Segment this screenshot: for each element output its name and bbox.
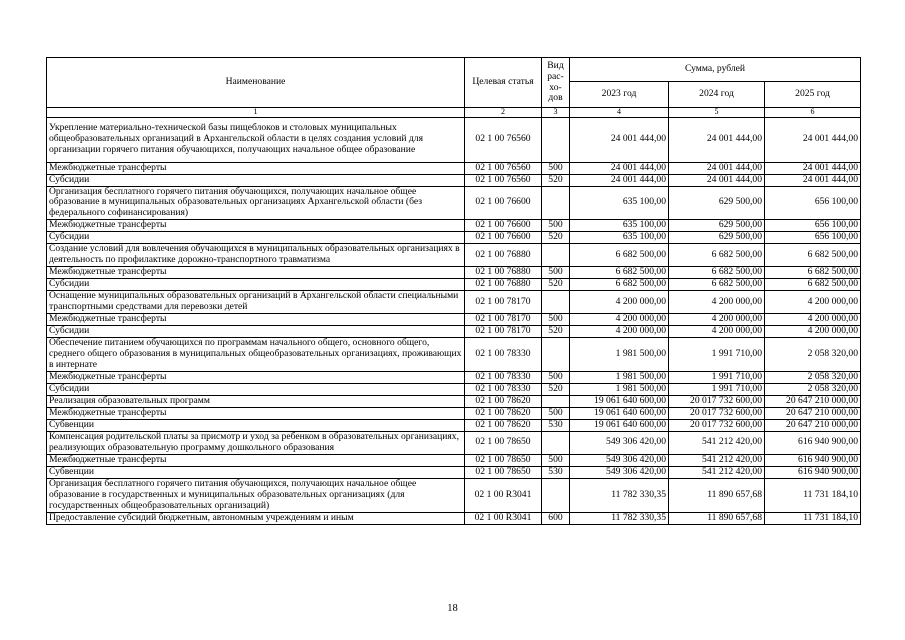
row-sum-2024: 11 890 657,68 (669, 512, 765, 524)
column-number: 6 (765, 108, 861, 118)
row-sum-2024: 20 017 732 600,00 (669, 407, 765, 419)
row-sum-2025: 24 001 444,00 (765, 162, 861, 174)
row-sum-2024: 541 212 420,00 (669, 466, 765, 478)
row-target-code: 02 1 00 78170 (465, 326, 542, 338)
row-expense-type: 500 (542, 314, 570, 326)
row-name: Обеспечение питанием обучающихся по программам начального общего, основного общего, среднего общего образования в муниципальных общеобразовательных организациях, проживающих в интернате (47, 338, 465, 372)
row-expense-type: 500 (542, 407, 570, 419)
row-sum-2024: 6 682 500,00 (669, 267, 765, 279)
row-expense-type: 500 (542, 220, 570, 232)
row-name: Создание условий для вовлечения обучающихся в муниципальных образовательных организациях в деятельность по профилактике дорожно-транспортного травматизма (47, 244, 465, 267)
row-expense-type: 520 (542, 279, 570, 291)
row-name: Предоставление субсидий бюджетным, автономным учреждениям и иным (47, 512, 465, 524)
row-target-code: 02 1 00 78650 (465, 431, 542, 454)
row-sum-2024: 541 212 420,00 (669, 454, 765, 466)
row-target-code: 02 1 00 76560 (465, 174, 542, 186)
row-sum-2025: 24 001 444,00 (765, 117, 861, 162)
row-target-code: 02 1 00 78170 (465, 291, 542, 314)
row-expense-type (542, 395, 570, 407)
row-sum-2025: 20 647 210 000,00 (765, 407, 861, 419)
row-expense-type: 530 (542, 419, 570, 431)
row-expense-type: 520 (542, 326, 570, 338)
row-target-code: 02 1 00 78330 (465, 338, 542, 372)
row-name: Субсидии (47, 174, 465, 186)
row-expense-type: 520 (542, 232, 570, 244)
row-sum-2025: 20 647 210 000,00 (765, 395, 861, 407)
table-row (47, 162, 861, 174)
row-target-code: 02 1 00 76600 (465, 232, 542, 244)
row-name: Межбюджетные трансферты (47, 454, 465, 466)
row-target-code: 02 1 00 78330 (465, 371, 542, 383)
row-expense-type: 500 (542, 162, 570, 174)
row-expense-type: 520 (542, 383, 570, 395)
row-sum-2025: 11 731 184,10 (765, 478, 861, 512)
table-row (47, 279, 861, 291)
row-sum-2023: 19 061 640 600,00 (570, 407, 669, 419)
row-sum-2023: 4 200 000,00 (570, 291, 669, 314)
row-name: Оснащение муниципальных образовательных организаций в Архангельской области специальными транспортными средствами для перевозки детей (47, 291, 465, 314)
row-sum-2023: 635 100,00 (570, 186, 669, 220)
column-number: 2 (465, 108, 542, 118)
row-sum-2025: 4 200 000,00 (765, 291, 861, 314)
row-sum-2024: 629 500,00 (669, 232, 765, 244)
row-sum-2024: 4 200 000,00 (669, 314, 765, 326)
table-row (47, 117, 861, 162)
table-row (47, 244, 861, 267)
row-target-code: 02 1 00 R3041 (465, 478, 542, 512)
header-year-2025: 2025 год (765, 82, 861, 108)
table-row (47, 466, 861, 478)
row-sum-2024: 629 500,00 (669, 220, 765, 232)
row-expense-type: 600 (542, 512, 570, 524)
table-row (47, 407, 861, 419)
row-sum-2024: 6 682 500,00 (669, 279, 765, 291)
row-sum-2025: 616 940 900,00 (765, 466, 861, 478)
row-target-code: 02 1 00 78620 (465, 395, 542, 407)
row-sum-2025: 6 682 500,00 (765, 244, 861, 267)
table-row (47, 314, 861, 326)
row-sum-2024: 11 890 657,68 (669, 478, 765, 512)
row-target-code: 02 1 00 76880 (465, 244, 542, 267)
header-type: Вид рас-хо-дов (542, 58, 570, 108)
row-sum-2024: 20 017 732 600,00 (669, 395, 765, 407)
row-name: Организация бесплатного горячего питания обучающихся, получающих начальное общее образование в муниципальных образовательных организациях Архангельской области (без федерального софинансирования) (47, 186, 465, 220)
row-sum-2025: 656 100,00 (765, 232, 861, 244)
row-name: Субвенции (47, 419, 465, 431)
row-sum-2025: 656 100,00 (765, 220, 861, 232)
row-name: Межбюджетные трансферты (47, 162, 465, 174)
row-sum-2024: 1 991 710,00 (669, 383, 765, 395)
row-sum-2025: 6 682 500,00 (765, 279, 861, 291)
row-target-code: 02 1 00 78170 (465, 314, 542, 326)
row-sum-2025: 24 001 444,00 (765, 174, 861, 186)
row-name: Организация бесплатного горячего питания обучающихся, получающих начальное общее образование в государственных и муниципальных образовательных организациях (для государственных общеобразовательных организаций) (47, 478, 465, 512)
row-sum-2025: 2 058 320,00 (765, 338, 861, 372)
row-sum-2023: 24 001 444,00 (570, 162, 669, 174)
row-expense-type: 530 (542, 466, 570, 478)
row-sum-2023: 1 981 500,00 (570, 383, 669, 395)
row-target-code: 02 1 00 78620 (465, 407, 542, 419)
table-row (47, 478, 861, 512)
column-number: 3 (542, 108, 570, 118)
row-expense-type (542, 186, 570, 220)
row-name: Субсидии (47, 279, 465, 291)
table-row (47, 383, 861, 395)
row-name: Субсидии (47, 383, 465, 395)
table-row (47, 291, 861, 314)
row-sum-2023: 6 682 500,00 (570, 267, 669, 279)
table-row (47, 395, 861, 407)
row-sum-2024: 24 001 444,00 (669, 174, 765, 186)
table-row (47, 220, 861, 232)
row-sum-2025: 616 940 900,00 (765, 454, 861, 466)
column-number: 1 (47, 108, 465, 118)
row-sum-2023: 24 001 444,00 (570, 174, 669, 186)
row-sum-2023: 4 200 000,00 (570, 326, 669, 338)
row-sum-2023: 1 981 500,00 (570, 338, 669, 372)
row-expense-type: 520 (542, 174, 570, 186)
row-sum-2025: 616 940 900,00 (765, 431, 861, 454)
row-sum-2024: 1 991 710,00 (669, 371, 765, 383)
row-name: Укрепление материально-технической базы пищеблоков и столовых муниципальных общеобразовательных организаций в Архангельской области в целях создания условий для организации горячего питания обучающихся, получающих начальное общее образование (47, 117, 465, 162)
row-name: Субсидии (47, 232, 465, 244)
row-sum-2023: 6 682 500,00 (570, 244, 669, 267)
budget-table (46, 57, 861, 525)
row-target-code: 02 1 00 R3041 (465, 512, 542, 524)
table-row (47, 186, 861, 220)
row-target-code: 02 1 00 76880 (465, 267, 542, 279)
row-sum-2023: 24 001 444,00 (570, 117, 669, 162)
row-name: Компенсация родительской платы за присмотр и уход за ребенком в образовательных организациях, реализующих образовательную программу дошкольного образования (47, 431, 465, 454)
table-row (47, 232, 861, 244)
table-row (47, 326, 861, 338)
row-target-code: 02 1 00 76600 (465, 220, 542, 232)
row-name: Межбюджетные трансферты (47, 267, 465, 279)
header-name: Наименование (47, 58, 465, 108)
row-sum-2023: 549 306 420,00 (570, 454, 669, 466)
row-name: Субсидии (47, 326, 465, 338)
header-year-2023: 2023 год (570, 82, 669, 108)
row-sum-2023: 1 981 500,00 (570, 371, 669, 383)
row-sum-2023: 19 061 640 600,00 (570, 395, 669, 407)
table-row (47, 512, 861, 524)
row-target-code: 02 1 00 76880 (465, 279, 542, 291)
column-number: 5 (669, 108, 765, 118)
row-sum-2025: 6 682 500,00 (765, 267, 861, 279)
table-row (47, 338, 861, 372)
table-row (47, 431, 861, 454)
table-row (47, 454, 861, 466)
row-sum-2024: 1 991 710,00 (669, 338, 765, 372)
table-row (47, 267, 861, 279)
row-sum-2024: 4 200 000,00 (669, 326, 765, 338)
row-expense-type (542, 117, 570, 162)
row-sum-2025: 4 200 000,00 (765, 314, 861, 326)
row-sum-2025: 2 058 320,00 (765, 371, 861, 383)
row-sum-2025: 20 647 210 000,00 (765, 419, 861, 431)
row-sum-2025: 2 058 320,00 (765, 383, 861, 395)
row-expense-type (542, 338, 570, 372)
row-name: Межбюджетные трансферты (47, 314, 465, 326)
row-name: Реализация образовательных программ (47, 395, 465, 407)
row-sum-2024: 541 212 420,00 (669, 431, 765, 454)
row-sum-2023: 549 306 420,00 (570, 431, 669, 454)
row-sum-2024: 6 682 500,00 (669, 244, 765, 267)
row-expense-type (542, 244, 570, 267)
row-sum-2024: 629 500,00 (669, 186, 765, 220)
row-expense-type (542, 431, 570, 454)
header-year-2024: 2024 год (669, 82, 765, 108)
column-number-row (47, 108, 861, 118)
row-sum-2025: 4 200 000,00 (765, 326, 861, 338)
row-sum-2023: 549 306 420,00 (570, 466, 669, 478)
header-code: Целевая статья (465, 58, 542, 108)
row-expense-type: 500 (542, 371, 570, 383)
row-expense-type: 500 (542, 454, 570, 466)
page-number: 18 (447, 603, 458, 614)
row-sum-2023: 11 782 330,35 (570, 512, 669, 524)
row-sum-2025: 11 731 184,10 (765, 512, 861, 524)
row-target-code: 02 1 00 78650 (465, 466, 542, 478)
table-body (47, 117, 861, 524)
table-row (47, 371, 861, 383)
row-sum-2023: 635 100,00 (570, 220, 669, 232)
row-target-code: 02 1 00 78620 (465, 419, 542, 431)
header-sum: Сумма, рублей (570, 58, 861, 82)
row-name: Межбюджетные трансферты (47, 220, 465, 232)
row-sum-2023: 635 100,00 (570, 232, 669, 244)
row-target-code: 02 1 00 76560 (465, 117, 542, 162)
row-name: Межбюджетные трансферты (47, 371, 465, 383)
column-number: 4 (570, 108, 669, 118)
row-name: Субвенции (47, 466, 465, 478)
row-sum-2023: 6 682 500,00 (570, 279, 669, 291)
row-sum-2025: 656 100,00 (765, 186, 861, 220)
row-expense-type (542, 291, 570, 314)
row-expense-type (542, 478, 570, 512)
row-sum-2024: 24 001 444,00 (669, 117, 765, 162)
row-sum-2023: 11 782 330,35 (570, 478, 669, 512)
table-row (47, 174, 861, 186)
row-sum-2024: 20 017 732 600,00 (669, 419, 765, 431)
table-row (47, 419, 861, 431)
row-expense-type: 500 (542, 267, 570, 279)
row-sum-2023: 19 061 640 600,00 (570, 419, 669, 431)
row-target-code: 02 1 00 76560 (465, 162, 542, 174)
row-sum-2024: 24 001 444,00 (669, 162, 765, 174)
row-name: Межбюджетные трансферты (47, 407, 465, 419)
row-sum-2024: 4 200 000,00 (669, 291, 765, 314)
row-target-code: 02 1 00 76600 (465, 186, 542, 220)
row-target-code: 02 1 00 78330 (465, 383, 542, 395)
row-target-code: 02 1 00 78650 (465, 454, 542, 466)
row-sum-2023: 4 200 000,00 (570, 314, 669, 326)
